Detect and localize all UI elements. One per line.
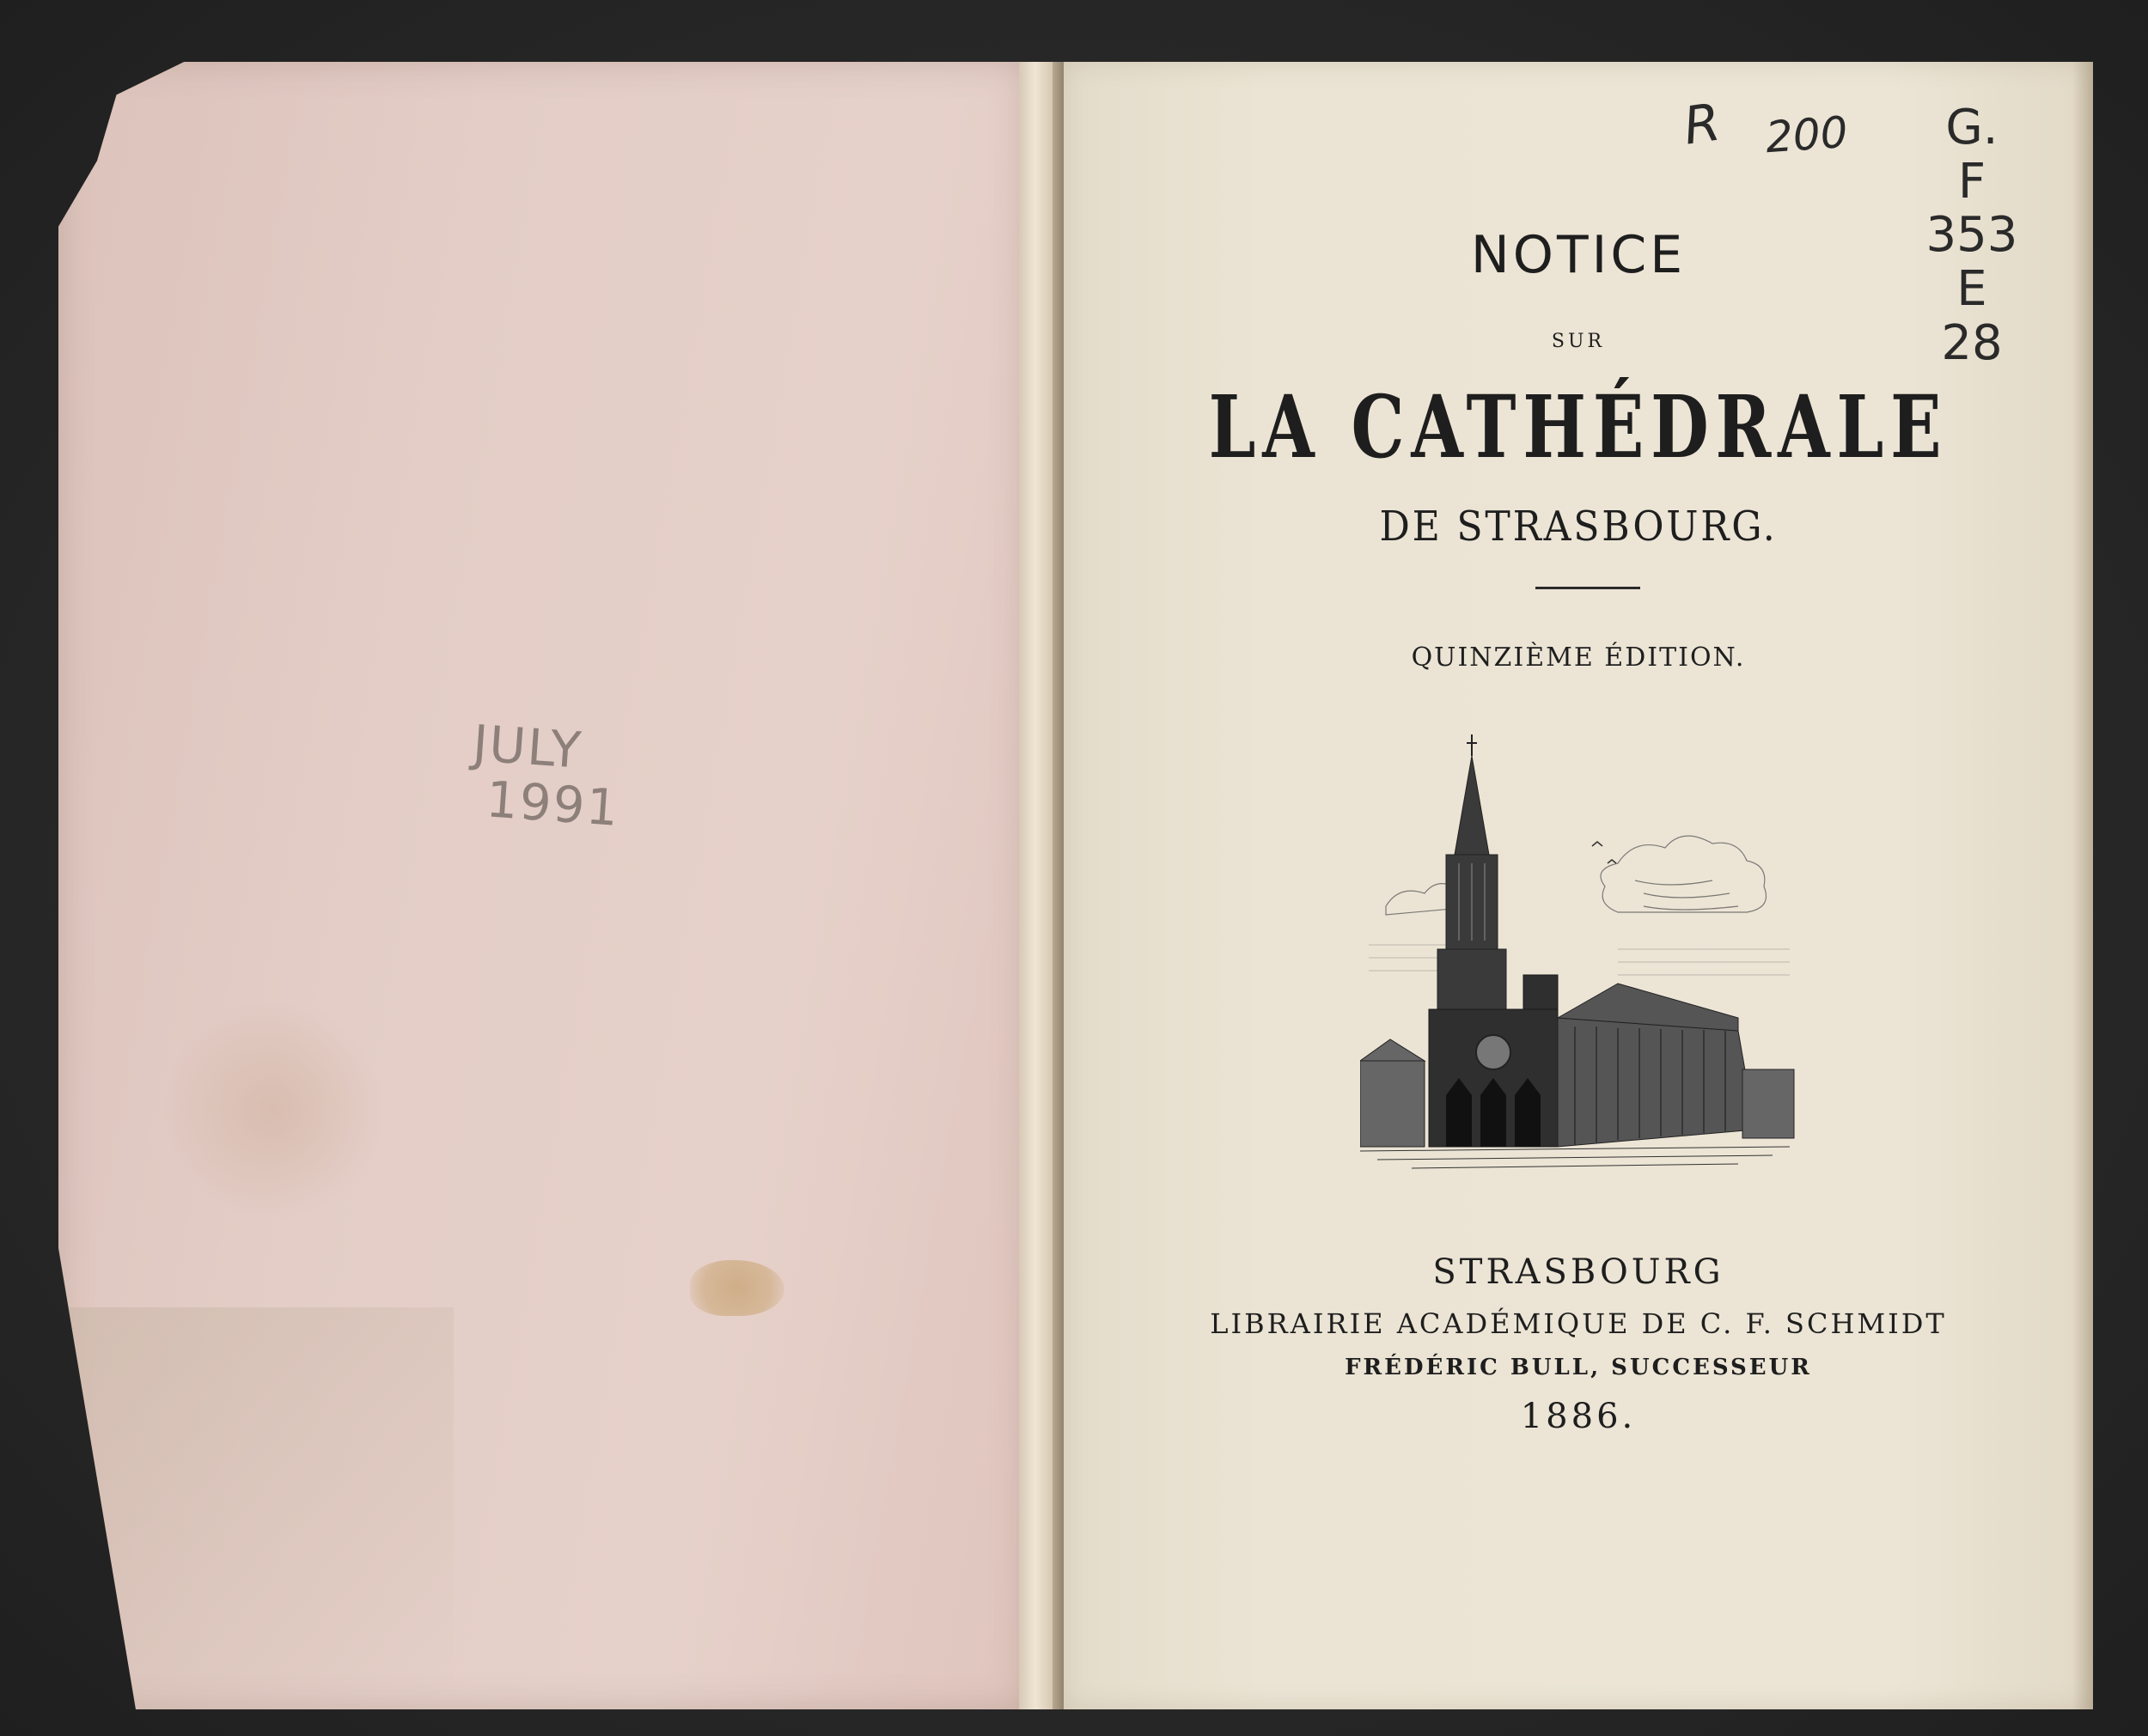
imprint-successor: FRÉDÉRIC BULL, SUCCESSEUR [1345, 1355, 1812, 1380]
left-endpaper [58, 62, 1025, 1709]
shelfmark-line: F [1957, 153, 1986, 210]
shelfmark-line: 353 [1925, 207, 2018, 264]
handwritten-letter: R [1680, 92, 1724, 157]
title-divider [1535, 587, 1640, 589]
foxing-spot [690, 1260, 784, 1316]
cathedral-engraving [1360, 734, 1807, 1173]
shelfmark-line: 28 [1941, 314, 2003, 371]
pencil-annotation [467, 716, 625, 837]
shelfmark-line: G. [1945, 100, 1998, 155]
shelfmark-line: E [1956, 261, 1987, 318]
title-main: LA CATHÉDRALE [1208, 376, 1949, 478]
handwritten-number: 200 [1764, 107, 1850, 163]
book-spine [1019, 62, 1055, 1709]
page-edge [2072, 62, 2093, 1709]
spine-gutter [1053, 62, 1065, 1709]
imprint-year: 1886. [1520, 1397, 1637, 1436]
edition-statement: QUINZIÈME ÉDITION. [1411, 643, 1746, 673]
title-notice: NOTICE [1470, 225, 1687, 285]
title-subtitle: DE STRASBOURG. [1379, 503, 1778, 551]
title-sur: SUR [1551, 331, 1606, 352]
imprint-city: STRASBOURG [1432, 1252, 1724, 1292]
pencil-annotation-month: JULY [471, 714, 585, 780]
pencil-annotation-year: 1991 [484, 770, 622, 838]
water-stain [162, 998, 385, 1221]
imprint-publisher: LIBRAIRIE ACADÉMIQUE DE C. F. SCHMIDT [1210, 1307, 1947, 1340]
